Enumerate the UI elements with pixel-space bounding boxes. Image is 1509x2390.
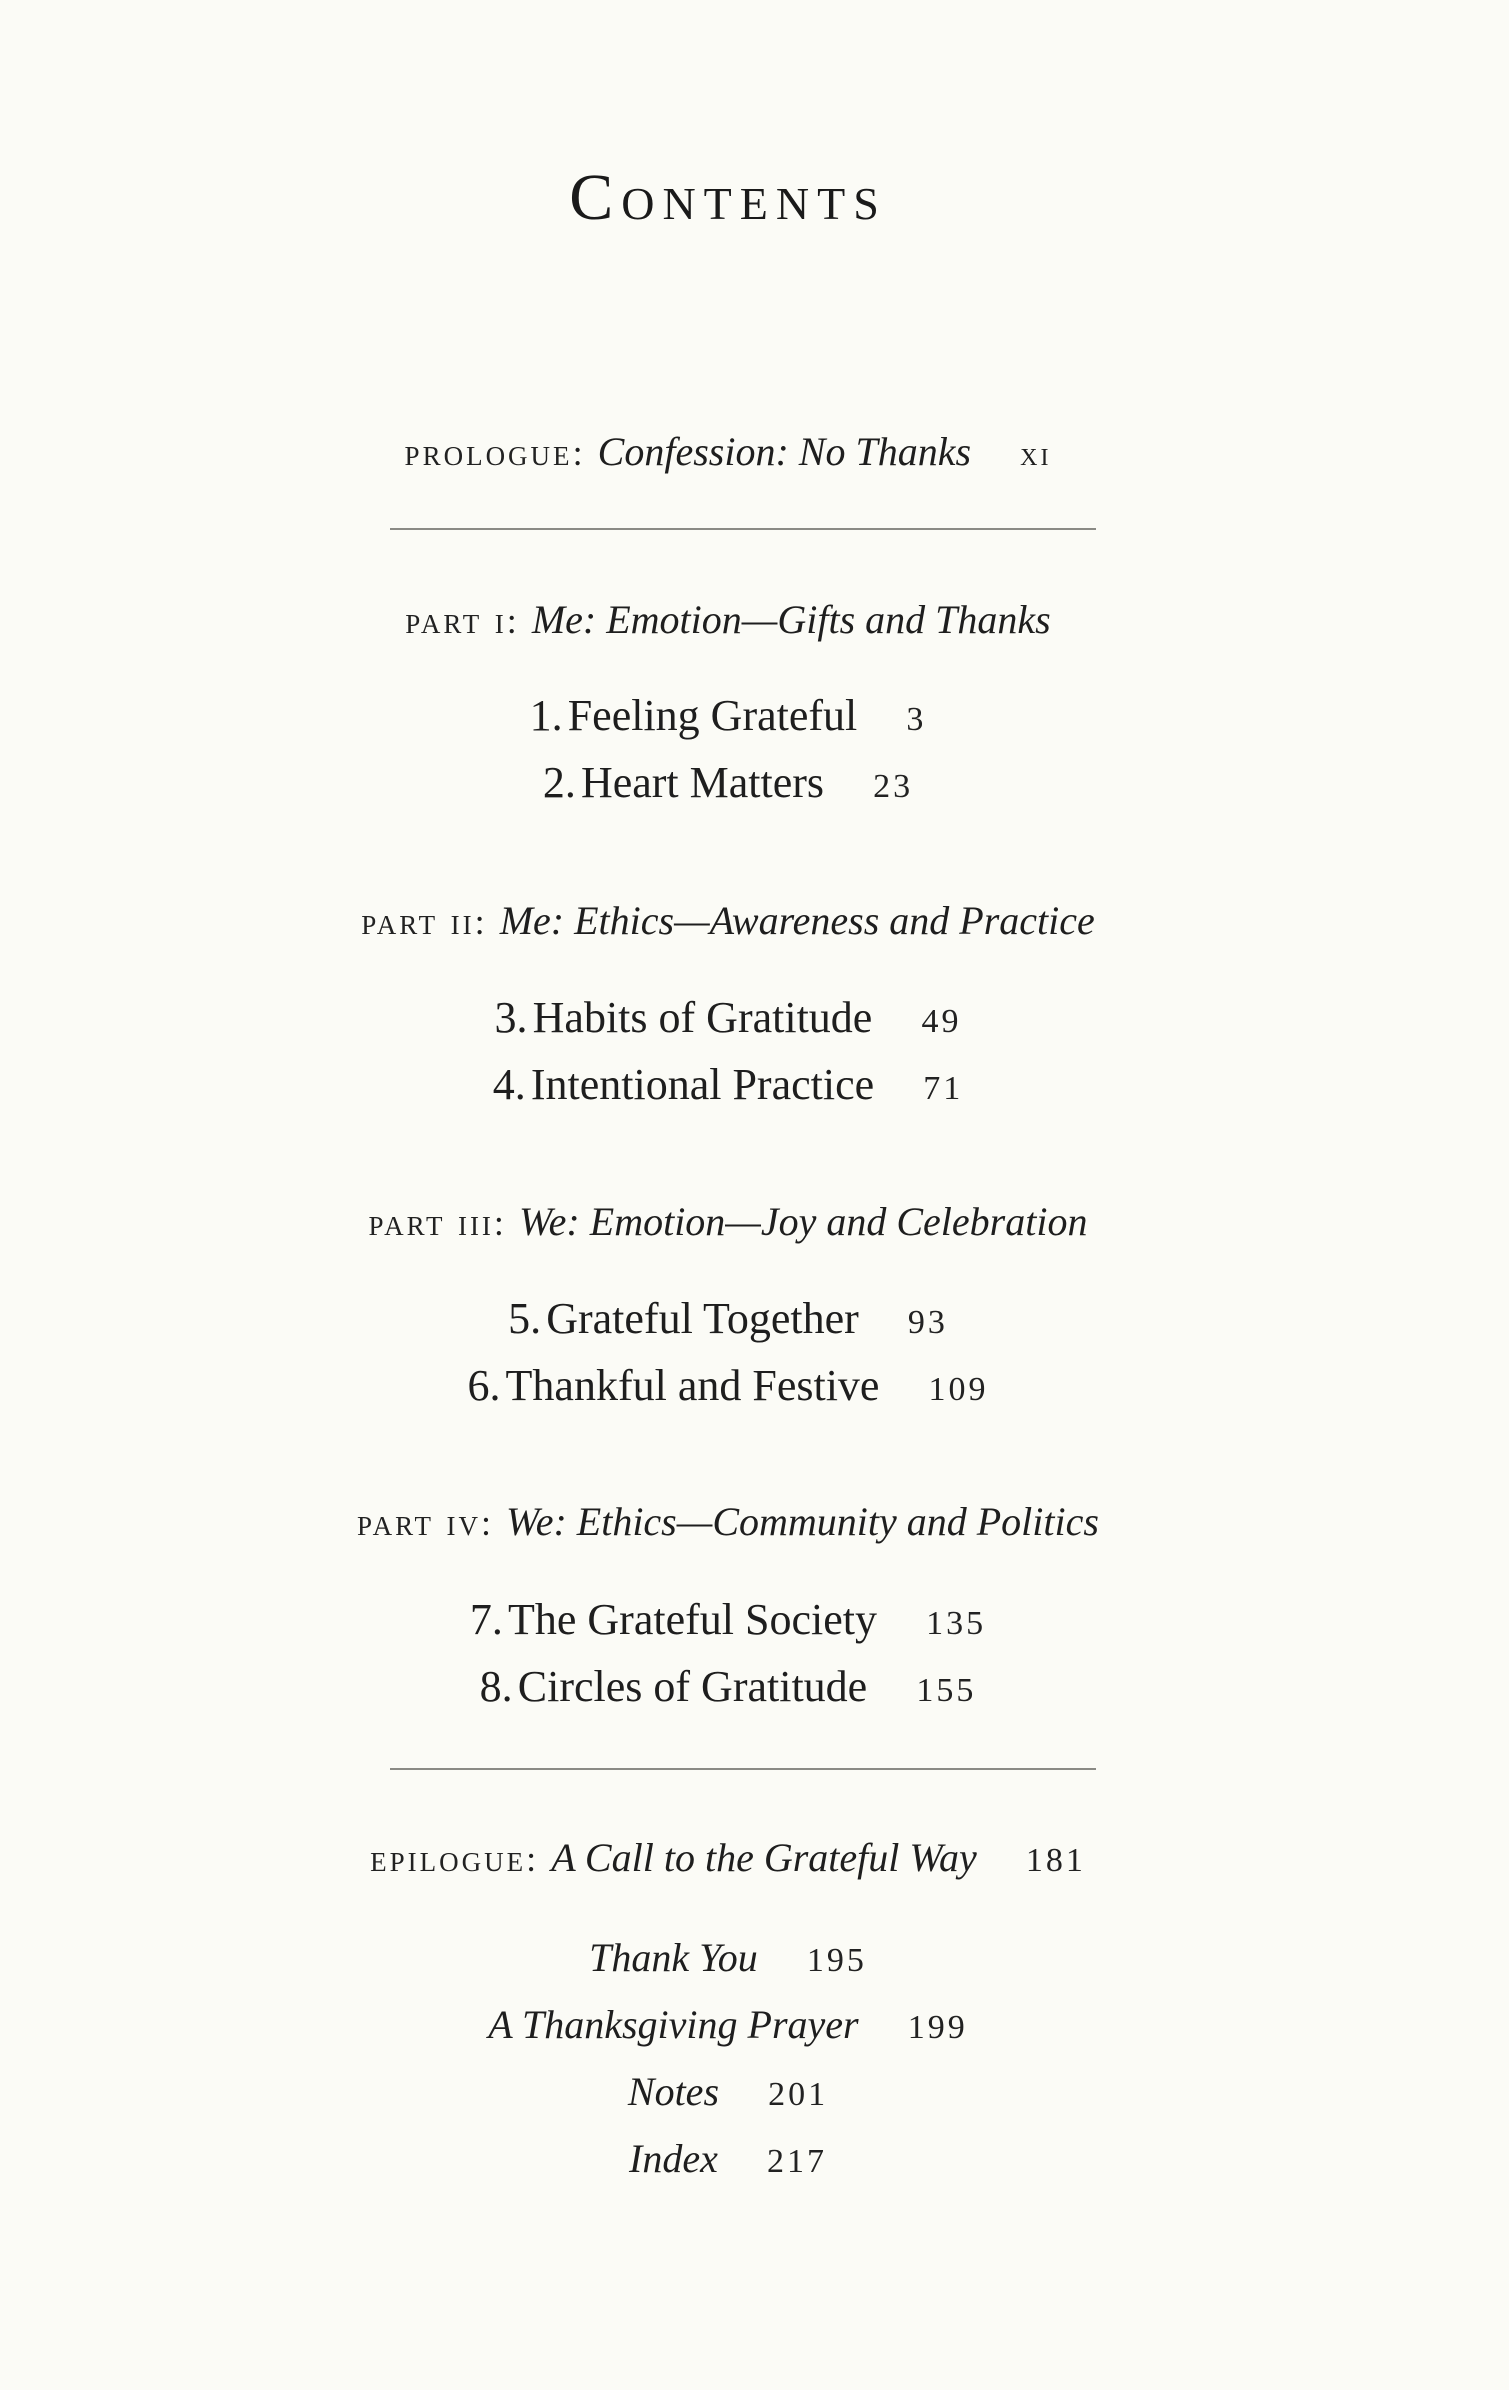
chapter-entry[interactable]	[0, 1059, 1456, 1110]
chapter-title: Heart Matters	[580, 758, 825, 807]
prologue-label: prologue	[404, 432, 573, 474]
part-label: part iv	[357, 1502, 481, 1544]
back-matter-title: Notes	[627, 2069, 720, 2114]
divider-top	[390, 528, 1096, 530]
back-matter-entry[interactable]	[0, 1934, 1456, 1981]
part-label: part ii	[361, 901, 475, 943]
back-matter-page: 195	[806, 1942, 867, 1979]
prologue-entry[interactable]	[0, 428, 1456, 475]
chapter-page: 109	[928, 1371, 989, 1408]
chapter-page: 3	[906, 701, 927, 738]
epilogue-title: A Call to the Grateful Way	[551, 1835, 977, 1880]
part-title: Me: Emotion—Gifts and Thanks	[531, 597, 1051, 642]
part-colon: :	[474, 902, 485, 942]
divider-bottom	[390, 1768, 1096, 1770]
part-title: We: Emotion—Joy and Celebration	[519, 1199, 1088, 1244]
prologue-colon: :	[572, 433, 583, 473]
chapter-page: 93	[907, 1304, 948, 1341]
part-heading[interactable]	[0, 1198, 1456, 1245]
back-matter-title: Thank You	[589, 1935, 758, 1980]
back-matter-entry[interactable]	[0, 2001, 1456, 2048]
chapter-number: 8.	[479, 1662, 513, 1711]
back-matter-title: Index	[629, 2136, 718, 2181]
epilogue-label: epilogue	[370, 1838, 527, 1880]
chapter-number: 6.	[467, 1361, 501, 1410]
chapter-entry[interactable]	[0, 992, 1456, 1043]
back-matter-title: A Thanksgiving Prayer	[488, 2002, 859, 2047]
chapter-title: The Grateful Society	[508, 1595, 877, 1644]
part-label: part i	[405, 600, 507, 642]
chapter-page: 155	[916, 1672, 977, 1709]
back-matter-entry[interactable]	[0, 2135, 1456, 2182]
part-title: Me: Ethics—Awareness and Practice	[499, 898, 1095, 943]
chapter-page: 135	[926, 1605, 987, 1642]
part-heading[interactable]	[0, 596, 1456, 643]
back-matter-page: 199	[907, 2009, 968, 2046]
back-matter-page: 217	[766, 2143, 827, 2180]
chapter-title: Thankful and Festive	[505, 1361, 880, 1410]
chapter-page: 49	[921, 1003, 962, 1040]
page-title: Contents	[569, 161, 887, 234]
part-title: We: Ethics—Community and Politics	[506, 1499, 1099, 1544]
chapter-entry[interactable]	[0, 1360, 1456, 1411]
epilogue-page: 181	[1025, 1842, 1086, 1879]
chapter-title: Circles of Gratitude	[517, 1662, 868, 1711]
back-matter-page: 201	[768, 2076, 829, 2113]
part-colon: :	[480, 1503, 491, 1543]
part-heading[interactable]	[0, 897, 1456, 944]
back-matter-entry[interactable]	[0, 2068, 1456, 2115]
chapter-entry[interactable]	[0, 1293, 1456, 1344]
prologue-page: xi	[1020, 436, 1052, 473]
chapter-entry[interactable]	[0, 1661, 1456, 1712]
chapter-number: 4.	[492, 1060, 526, 1109]
part-label: part iii	[368, 1202, 494, 1244]
chapter-number: 7.	[469, 1595, 503, 1644]
chapter-entry[interactable]	[0, 690, 1456, 741]
chapter-number: 1.	[529, 691, 563, 740]
chapter-entry[interactable]	[0, 1594, 1456, 1645]
chapter-number: 3.	[494, 993, 528, 1042]
part-heading[interactable]	[0, 1498, 1456, 1545]
epilogue-colon: :	[526, 1839, 537, 1879]
chapter-entry[interactable]	[0, 757, 1456, 808]
chapter-number: 5.	[508, 1294, 542, 1343]
chapter-title: Intentional Practice	[530, 1060, 875, 1109]
chapter-page: 71	[923, 1070, 964, 1107]
chapter-number: 2.	[542, 758, 576, 807]
epilogue-entry[interactable]	[0, 1834, 1456, 1881]
part-colon: :	[493, 1203, 504, 1243]
part-colon: :	[506, 601, 517, 641]
chapter-title: Feeling Grateful	[567, 691, 858, 740]
chapter-title: Habits of Gratitude	[532, 993, 873, 1042]
chapter-page: 23	[873, 768, 914, 805]
chapter-title: Grateful Together	[546, 1294, 859, 1343]
prologue-title: Confession: No Thanks	[597, 429, 972, 474]
